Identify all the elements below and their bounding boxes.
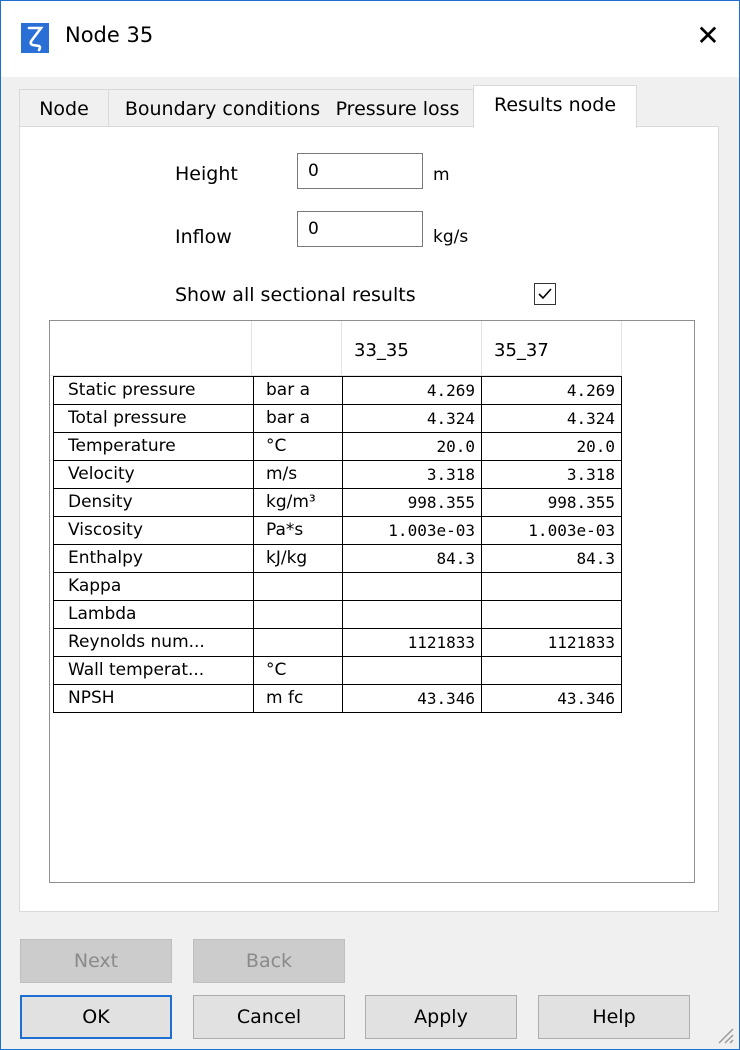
cell-33-35: 1121833	[343, 629, 482, 657]
table-row[interactable]	[54, 545, 622, 573]
table-row[interactable]	[54, 657, 622, 685]
tab-results-node[interactable]: Results node	[473, 85, 637, 128]
cell-33-35: 20.0	[343, 433, 482, 461]
tab-boundary-conditions[interactable]: Boundary conditions	[108, 89, 336, 127]
cell-35-37: 4.324	[482, 405, 622, 433]
window-title: Node 35	[65, 23, 154, 47]
cell-name: Wall temperat...	[54, 657, 254, 685]
cell-33-35	[343, 657, 482, 685]
cell-35-37: 1.003e-03	[482, 517, 622, 545]
header-cell-name	[50, 321, 252, 376]
next-button[interactable]: Next	[20, 939, 172, 983]
tab-pressure-loss[interactable]: Pressure loss	[322, 89, 474, 127]
table-row[interactable]	[54, 685, 622, 713]
header-cell-35-37: 35_37	[482, 321, 622, 376]
table-row[interactable]	[54, 517, 622, 545]
cell-name: Velocity	[54, 461, 254, 489]
cell-35-37: 84.3	[482, 545, 622, 573]
cell-name: NPSH	[54, 685, 254, 713]
cell-35-37	[482, 601, 622, 629]
height-label: Height	[175, 163, 238, 185]
help-button[interactable]: Help	[538, 995, 690, 1039]
cell-name: Viscosity	[54, 517, 254, 545]
cell-33-35: 43.346	[343, 685, 482, 713]
results-table	[53, 376, 622, 713]
close-icon[interactable]: ✕	[696, 19, 720, 52]
cell-name: Static pressure	[54, 377, 254, 405]
cell-35-37: 3.318	[482, 461, 622, 489]
cell-35-37: 43.346	[482, 685, 622, 713]
cell-unit: m/s	[254, 461, 343, 489]
results-grid[interactable]	[49, 320, 695, 883]
show-all-label: Show all sectional results	[175, 284, 416, 306]
cell-unit: °C	[254, 657, 343, 685]
cell-33-35: 1.003e-03	[343, 517, 482, 545]
resize-grip-icon[interactable]	[713, 1023, 735, 1045]
cell-35-37: 998.355	[482, 489, 622, 517]
cell-unit: bar a	[254, 405, 343, 433]
cell-35-37	[482, 573, 622, 601]
cell-name: Reynolds num...	[54, 629, 254, 657]
title-bar	[1, 1, 739, 77]
cell-name: Kappa	[54, 573, 254, 601]
cell-name: Enthalpy	[54, 545, 254, 573]
table-row[interactable]	[54, 489, 622, 517]
cell-35-37: 20.0	[482, 433, 622, 461]
cell-name: Temperature	[54, 433, 254, 461]
cell-35-37	[482, 657, 622, 685]
cancel-button[interactable]: Cancel	[193, 995, 345, 1039]
cell-33-35	[343, 601, 482, 629]
table-row[interactable]	[54, 629, 622, 657]
cell-unit	[254, 601, 343, 629]
header-cell-33-35: 33_35	[342, 321, 482, 376]
ok-button[interactable]: OK	[20, 995, 172, 1039]
cell-unit: kg/m³	[254, 489, 343, 517]
cell-unit: kJ/kg	[254, 545, 343, 573]
table-row[interactable]	[54, 461, 622, 489]
header-cell-unit	[252, 321, 342, 376]
height-input[interactable]	[297, 153, 423, 189]
table-row[interactable]	[54, 601, 622, 629]
table-row[interactable]	[54, 377, 622, 405]
tab-bar	[19, 85, 719, 127]
cell-33-35	[343, 573, 482, 601]
cell-name: Density	[54, 489, 254, 517]
cell-33-35: 3.318	[343, 461, 482, 489]
table-row[interactable]	[54, 433, 622, 461]
cell-name: Total pressure	[54, 405, 254, 433]
cell-unit: m fc	[254, 685, 343, 713]
apply-button[interactable]: Apply	[365, 995, 517, 1039]
inflow-unit: kg/s	[433, 227, 469, 247]
app-zeta-icon	[21, 23, 49, 53]
back-button[interactable]: Back	[193, 939, 345, 983]
cell-name: Lambda	[54, 601, 254, 629]
cell-unit: bar a	[254, 377, 343, 405]
show-all-checkbox[interactable]	[534, 283, 556, 305]
cell-unit: Pa*s	[254, 517, 343, 545]
cell-33-35: 4.324	[343, 405, 482, 433]
inflow-input[interactable]	[297, 211, 423, 247]
inflow-label: Inflow	[175, 226, 232, 248]
cell-35-37: 1121833	[482, 629, 622, 657]
cell-33-35: 84.3	[343, 545, 482, 573]
cell-33-35: 4.269	[343, 377, 482, 405]
table-row[interactable]	[54, 573, 622, 601]
checkmark-icon	[535, 284, 555, 304]
cell-unit: °C	[254, 433, 343, 461]
height-unit: m	[433, 165, 450, 185]
cell-33-35: 998.355	[343, 489, 482, 517]
cell-unit	[254, 629, 343, 657]
table-row[interactable]	[54, 405, 622, 433]
cell-35-37: 4.269	[482, 377, 622, 405]
cell-unit	[254, 573, 343, 601]
tab-node[interactable]: Node	[19, 89, 109, 127]
